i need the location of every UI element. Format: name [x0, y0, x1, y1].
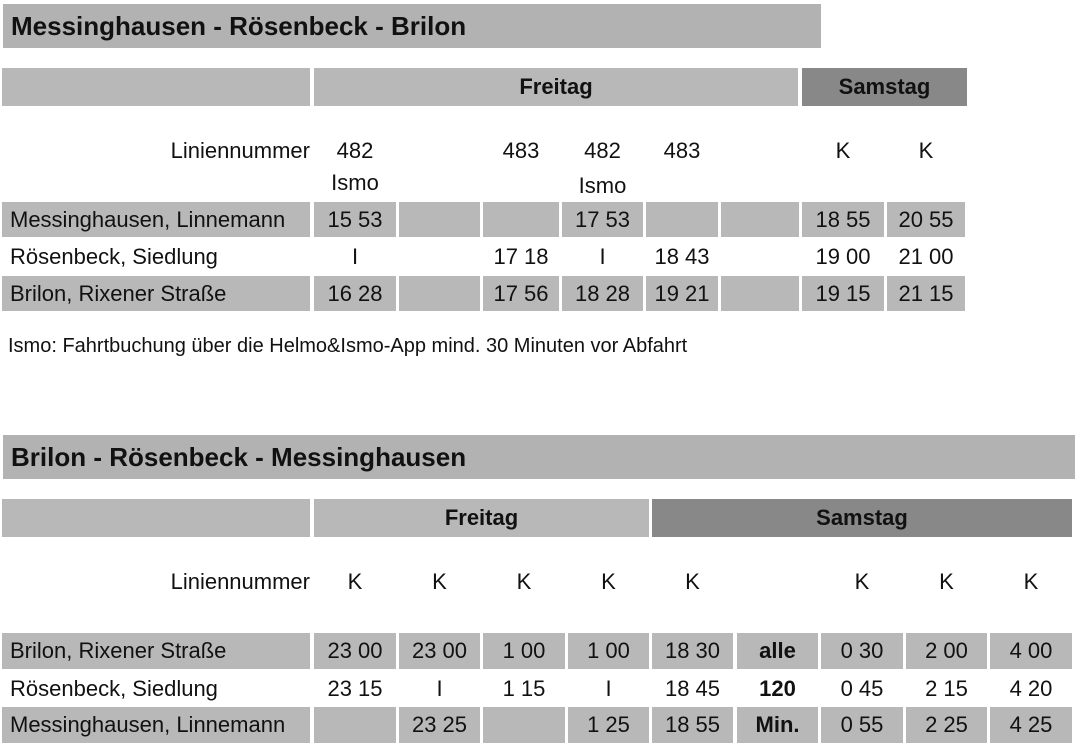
section1-line-sublabel: [802, 172, 884, 200]
section2-stop-name: Brilon, Rixener Straße: [2, 633, 310, 669]
section2-time-cell: 4 25: [990, 707, 1072, 743]
section2-time-cell: 0 30: [821, 633, 903, 669]
section2-line-number: [737, 566, 818, 598]
section2-time-cell: alle: [737, 633, 818, 669]
section1-line-number: 483: [502, 138, 540, 163]
section2-time-cell: Min.: [737, 707, 818, 743]
section1-title: Messinghausen - Rösenbeck - Brilon: [3, 4, 821, 48]
section2-time-cell: 18 55: [652, 707, 733, 743]
section2-time-cell: 1 00: [483, 633, 565, 669]
section2-header-blank: [2, 499, 310, 537]
section2-time-cell: 23 15: [327, 676, 383, 701]
section1-line-number: [721, 135, 799, 167]
section1-time-cell: 17 18: [493, 243, 549, 269]
section2-time-cell: 0 55: [821, 707, 903, 743]
section2-header-saturday: Samstag: [652, 499, 1072, 537]
section1-time-cell: 15 53: [314, 202, 396, 237]
section1-time-cell: 18 43: [654, 243, 710, 269]
section2-title: Brilon - Rösenbeck - Messinghausen: [3, 435, 1075, 479]
section1-line-sublabel: [887, 172, 965, 200]
section2-line-number: K: [347, 569, 363, 594]
section1-stop-name: Rösenbeck, Siedlung: [10, 243, 218, 269]
section2-time-cell: 18 45: [664, 676, 721, 701]
section1-time-cell: 18 28: [562, 276, 643, 311]
section2-time-cell: I: [436, 676, 443, 701]
section1-header-saturday: Samstag: [802, 68, 967, 106]
section2-time-cell: 2 25: [906, 707, 987, 743]
section1-time-cell: 18 55: [802, 202, 884, 237]
section1-stop-name: Messinghausen, Linnemann: [2, 202, 310, 237]
section1-line-sublabel: [646, 172, 718, 200]
section2-line-number: K: [854, 569, 870, 594]
section2-time-cell: 23 00: [399, 633, 480, 669]
section2-stop-name: Rösenbeck, Siedlung: [10, 676, 218, 701]
section2-time-cell: 18 30: [652, 633, 733, 669]
section2-time-cell: 4 00: [990, 633, 1072, 669]
section1-time-cell: 17 56: [483, 276, 559, 311]
section2-line-number: K: [939, 569, 954, 594]
section2-time-cell: 4 20: [1009, 676, 1053, 701]
section2-time-cell: 120: [759, 676, 796, 701]
section1-line-sublabel: [483, 172, 559, 200]
section1-time-cell: 16 28: [314, 276, 396, 311]
section1-time-cell: [483, 202, 559, 237]
section1-line-number: 482: [336, 138, 374, 163]
section1-line-sublabel: [399, 172, 480, 200]
section1-time-cell: 19 00: [815, 243, 871, 269]
section1-line-label: Liniennummer: [170, 138, 310, 163]
section1-time-cell: 20 55: [887, 202, 965, 237]
section2-line-label: Liniennummer: [170, 569, 310, 594]
section1-time-cell: I: [351, 243, 359, 269]
section1-time-cell: 17 53: [562, 202, 643, 237]
section2-time-cell: 23 25: [399, 707, 480, 743]
section1-line-number: [399, 135, 480, 167]
section2-line-number: K: [516, 569, 532, 594]
section1-note: Ismo: Fahrtbuchung über die Helmo&Ismo-App mind. 30 Minuten vor Abfahrt: [8, 335, 688, 357]
section1-header-blank: [2, 68, 310, 106]
section2-time-cell: 2 15: [925, 676, 968, 701]
section2-line-number: K: [601, 569, 616, 594]
section1-line-sublabel: [721, 172, 799, 200]
section2-stop-name: Messinghausen, Linnemann: [2, 707, 310, 743]
section1-time-cell: I: [599, 243, 606, 269]
section1-time-cell: [646, 202, 718, 237]
section2-line-number: K: [432, 569, 447, 594]
section1-time-cell: [399, 276, 480, 311]
section2-time-cell: [483, 707, 565, 743]
section2-line-number: K: [685, 569, 700, 594]
section1-time-cell: [399, 239, 480, 274]
section1-time-cell: [721, 239, 799, 274]
section1-time-cell: 21 15: [887, 276, 965, 311]
section2-time-cell: 2 00: [906, 633, 987, 669]
section1-line-sublabel: Ismo: [331, 170, 379, 195]
section1-time-cell: [721, 276, 799, 311]
section2-time-cell: 23 00: [314, 633, 396, 669]
section2-time-cell: 0 45: [840, 676, 884, 701]
section1-time-cell: [399, 202, 480, 237]
section2-time-cell: [314, 707, 396, 743]
section2-time-cell: 1 00: [568, 633, 649, 669]
section1-line-number: K: [835, 138, 851, 163]
section1-time-cell: 19 15: [802, 276, 884, 311]
section1-time-cell: 19 21: [646, 276, 718, 311]
section1-line-number: 483: [663, 138, 701, 163]
section1-line-number: 482: [584, 138, 621, 163]
section2-header-friday: Freitag: [314, 499, 649, 537]
section1-line-sublabel: Ismo: [578, 173, 627, 198]
section1-time-cell: 21 00: [898, 243, 954, 269]
section2-line-number: K: [1023, 569, 1039, 594]
section1-stop-name: Brilon, Rixener Straße: [2, 276, 310, 311]
section2-time-cell: 1 25: [568, 707, 649, 743]
section2-time-cell: I: [605, 676, 612, 701]
section2-time-cell: 1 15: [502, 676, 546, 701]
section1-header-friday: Freitag: [314, 68, 798, 106]
section1-line-number: K: [918, 138, 934, 163]
section1-time-cell: [721, 202, 799, 237]
